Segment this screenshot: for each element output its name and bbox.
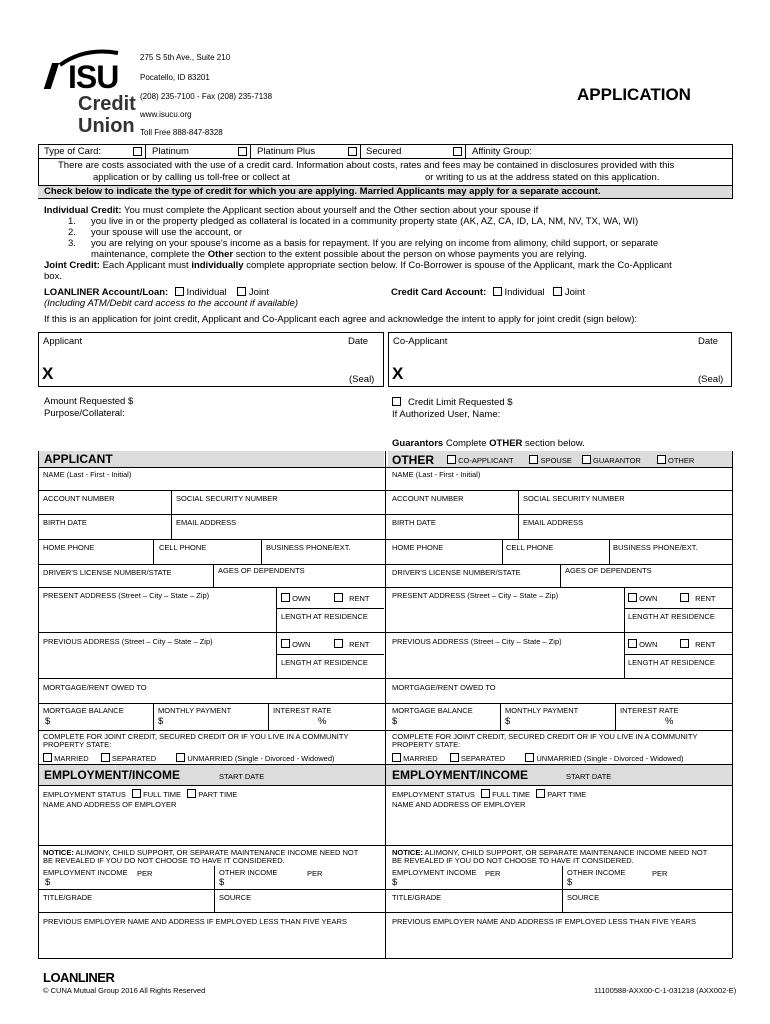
applicant-present-rent-checkbox[interactable] <box>334 593 343 602</box>
applicant-emp-income-dollar: $ <box>45 877 51 888</box>
applicant-present-address-field[interactable]: PRESENT ADDRESS (Street – City – State – Zip) <box>43 591 210 600</box>
other-source-field[interactable]: SOURCE <box>567 893 600 902</box>
applicant-unmarried-checkbox[interactable] <box>176 753 185 762</box>
applicant-dependents-field[interactable]: AGES OF DEPENDENTS <box>218 566 305 575</box>
other-account-field[interactable]: ACCOUNT NUMBER <box>392 494 464 503</box>
individual-credit: Individual Credit: You must complete the Applicant section about yourself and the Other section about your spouse if <box>44 205 539 216</box>
applicant-fulltime-checkbox[interactable] <box>132 789 141 798</box>
isu-logo <box>40 45 136 140</box>
applicant-present-own-checkbox[interactable] <box>281 593 290 602</box>
cc-individual-checkbox[interactable] <box>493 287 502 296</box>
individual-item2: your spouse will use the account, or <box>91 227 243 238</box>
loanliner-joint-checkbox[interactable] <box>237 287 246 296</box>
other-previous-employer-field[interactable]: PREVIOUS EMPLOYER NAME AND ADDRESS IF EMPLOYED LESS THAN FIVE YEARS <box>392 917 696 926</box>
page-title: APPLICATION <box>577 85 691 104</box>
other-cell-phone-field[interactable]: CELL PHONE <box>506 543 554 552</box>
applicant-title-grade-field[interactable]: TITLE/GRADE <box>43 893 93 902</box>
purpose-collateral: Purpose/Collateral: <box>44 408 125 419</box>
other-separated-checkbox[interactable] <box>450 753 459 762</box>
copyright: © CUNA Mutual Group 2016 All Rights Reserved <box>43 986 206 995</box>
amount-requested: Amount Requested $ <box>44 396 134 407</box>
applicant-other-income-per: PER <box>307 869 323 878</box>
joint-sign-text: If this is an application for joint credit, Applicant and Co-Applicant each agree and acknowledge the intent to apply for joint credit (sign below): <box>44 314 638 325</box>
applicant-present-length[interactable]: LENGTH AT RESIDENCE <box>281 612 368 621</box>
applicant-married-checkbox[interactable] <box>43 753 52 762</box>
cc-joint-checkbox[interactable] <box>553 287 562 296</box>
other-options: CO-APPLICANT SPOUSE GUARANTOR OTHER <box>447 455 694 465</box>
other-other-income-dollar: $ <box>567 877 573 888</box>
loanliner-individual-checkbox[interactable] <box>175 287 184 296</box>
other-joint-complete-2: PROPERTY STATE: <box>392 740 461 749</box>
other-heading: OTHER <box>392 453 434 467</box>
other-previous-rent: RENT <box>680 639 716 649</box>
applicant-ssn-field[interactable]: SOCIAL SECURITY NUMBER <box>176 494 278 503</box>
applicant-x: X <box>42 364 54 383</box>
other-previous-length[interactable]: LENGTH AT RESIDENCE <box>628 658 715 667</box>
coapplicant-seal: (Seal) <box>698 374 724 385</box>
applicant-mortgage-owed-field[interactable]: MORTGAGE/RENT OWED TO <box>43 683 147 692</box>
applicant-joint-complete-1: COMPLETE FOR JOINT CREDIT, SECURED CREDIT OR IF YOU LIVE IN A COMMUNITY <box>43 732 349 741</box>
other-marital: MARRIED SEPARATED UNMARRIED (Single - Divorced - Widowed) <box>392 753 684 763</box>
cu-web: www.isucu.org <box>140 110 192 119</box>
secured-label: Secured <box>366 146 402 157</box>
applicant-present-rent: RENT <box>334 593 370 603</box>
card-type-label: Type of Card: <box>44 146 102 157</box>
individual-item1-num: 1. <box>68 216 76 227</box>
cu-address: 275 S 5th Ave., Suite 210 <box>140 53 231 62</box>
other-other-income-per: PER <box>652 869 668 878</box>
applicant-name-field[interactable]: NAME (Last - First - Initial) <box>43 470 132 479</box>
other-joint-complete-1: COMPLETE FOR JOINT CREDIT, SECURED CREDIT OR IF YOU LIVE IN A COMMUNITY <box>392 732 698 741</box>
joint-credit-line2: box. <box>44 271 62 282</box>
applicant-separated-checkbox[interactable] <box>101 753 110 762</box>
applicant-account-field[interactable]: ACCOUNT NUMBER <box>43 494 115 503</box>
applicant-signature-box[interactable] <box>38 332 384 387</box>
other-previous-address-field[interactable]: PREVIOUS ADDRESS (Street – City – State – Zip) <box>392 637 562 646</box>
applicant-date-label: Date <box>348 336 369 347</box>
disclosure-line2a: application or by calling us toll-free or collect at <box>93 172 290 183</box>
other-previous-own: OWN <box>628 639 657 649</box>
cu-city: Pocatello, ID 83201 <box>140 73 210 82</box>
other-interest-rate-field[interactable]: INTEREST RATE <box>620 706 679 715</box>
individual-item2-num: 2. <box>68 227 76 238</box>
other-present-rent-checkbox[interactable] <box>680 593 689 602</box>
credit-limit-requested: Credit Limit Requested $ <box>408 397 513 408</box>
loanliner-logo: LOANLINER <box>43 970 115 985</box>
applicant-seal: (Seal) <box>349 374 375 385</box>
other-notice-2: BE REVEALED IF YOU DO NOT CHOOSE TO HAVE IT CONSIDERED. <box>392 856 634 865</box>
other-interest-percent: % <box>665 716 674 727</box>
logo-credit: Credit <box>78 93 136 115</box>
applicant-email-field[interactable]: EMAIL ADDRESS <box>176 518 237 527</box>
other-present-length[interactable]: LENGTH AT RESIDENCE <box>628 612 715 621</box>
other-parttime-checkbox[interactable] <box>536 789 545 798</box>
logo-isu: ISU <box>68 59 119 95</box>
credit-card-account: Credit Card Account: Individual Joint <box>391 287 585 298</box>
other-birth-field[interactable]: BIRTH DATE <box>392 518 436 527</box>
other-employment-heading: EMPLOYMENT/INCOME <box>392 768 529 782</box>
authorized-user: If Authorized User, Name: <box>392 409 501 420</box>
applicant-emp-income-per: PER <box>137 869 153 878</box>
other-unmarried-checkbox[interactable] <box>525 753 534 762</box>
other-monthly-payment-field[interactable]: MONTHLY PAYMENT <box>505 706 579 715</box>
other-fulltime-checkbox[interactable] <box>481 789 490 798</box>
other-present-address-field[interactable]: PRESENT ADDRESS (Street – City – State – Zip) <box>392 591 559 600</box>
other-license-field[interactable]: DRIVER'S LICENSE NUMBER/STATE <box>392 568 521 577</box>
loanliner-account: LOANLINER Account/Loan: Individual Joint <box>44 287 269 298</box>
other-emp-income-field[interactable]: EMPLOYMENT INCOME <box>392 868 477 877</box>
applicant-source-field[interactable]: SOURCE <box>219 893 252 902</box>
applicant-business-phone-field[interactable]: BUSINESS PHONE/EXT. <box>266 543 351 552</box>
applicant-emp-income-field[interactable]: EMPLOYMENT INCOME <box>43 868 128 877</box>
platinum-checkbox[interactable] <box>133 147 142 156</box>
other-emp-income-dollar: $ <box>392 877 398 888</box>
applicant-notice: NOTICE: ALIMONY, CHILD SUPPORT, OR SEPARATE MAINTENANCE INCOME NEED NOT <box>43 848 359 857</box>
other-start-date[interactable]: START DATE <box>566 772 612 781</box>
applicant-previous-length[interactable]: LENGTH AT RESIDENCE <box>281 658 368 667</box>
credit-limit-checkbox[interactable] <box>392 397 401 406</box>
other-mortgage-balance-field[interactable]: MORTGAGE BALANCE <box>392 706 473 715</box>
applicant-employer-field[interactable]: NAME AND ADDRESS OF EMPLOYER <box>43 800 177 809</box>
applicant-sign-label: Applicant <box>43 336 83 347</box>
applicant-other-income-dollar: $ <box>219 877 225 888</box>
platinum-plus-checkbox[interactable] <box>238 147 247 156</box>
applicant-marital: MARRIED SEPARATED UNMARRIED (Single - Divorced - Widowed) <box>43 753 335 763</box>
platinum-plus-label: Platinum Plus <box>257 146 316 157</box>
applicant-mortgage-balance-field[interactable]: MORTGAGE BALANCE <box>43 706 124 715</box>
other-employer-field[interactable]: NAME AND ADDRESS OF EMPLOYER <box>392 800 526 809</box>
applicant-previous-employer-field[interactable]: PREVIOUS EMPLOYER NAME AND ADDRESS IF EMPLOYED LESS THAN FIVE YEARS <box>43 917 347 926</box>
check-banner: Check below to indicate the type of credit for which you are applying. Married Applicants may apply for a separate account. <box>44 186 601 197</box>
spouse-checkbox[interactable] <box>529 455 538 464</box>
disclosure-line2b: or writing to us at the address stated on this application. <box>425 172 660 183</box>
applicant-interest-rate-field[interactable]: INTEREST RATE <box>273 706 332 715</box>
other-present-own: OWN <box>628 593 657 603</box>
applicant-cell-phone-field[interactable]: CELL PHONE <box>159 543 207 552</box>
applicant-joint-complete-2: PROPERTY STATE: <box>43 740 112 749</box>
secured-checkbox[interactable] <box>348 147 357 156</box>
other-email-field[interactable]: EMAIL ADDRESS <box>523 518 584 527</box>
applicant-employment-heading: EMPLOYMENT/INCOME <box>44 768 181 782</box>
guarantor-checkbox[interactable] <box>582 455 591 464</box>
applicant-previous-own-checkbox[interactable] <box>281 639 290 648</box>
applicant-previous-rent: RENT <box>334 639 370 649</box>
logo-union: Union <box>78 115 135 137</box>
applicant-previous-address-field[interactable]: PREVIOUS ADDRESS (Street – City – State – Zip) <box>43 637 213 646</box>
other-previous-rent-checkbox[interactable] <box>680 639 689 648</box>
individual-item3-num: 3. <box>68 238 76 249</box>
other-married-checkbox[interactable] <box>392 753 401 762</box>
individual-item3b: maintenance, complete the Other section to the extent possible about the person on whose payments you are relying. <box>91 249 587 260</box>
applicant-notice-2: BE REVEALED IF YOU DO NOT CHOOSE TO HAVE IT CONSIDERED. <box>43 856 285 865</box>
applicant-birth-field[interactable]: BIRTH DATE <box>43 518 87 527</box>
joint-credit: Joint Credit: Each Applicant must individually complete appropriate section below. If Co-Borrower is spouse of the Applicant, mark the Co-Applicant <box>44 260 672 271</box>
applicant-payment-dollar: $ <box>158 716 164 727</box>
platinum-label: Platinum <box>152 146 189 157</box>
applicant-interest-percent: % <box>318 716 327 727</box>
other-present-rent: RENT <box>680 593 716 603</box>
affinity-checkbox[interactable] <box>453 147 462 156</box>
applicant-emp-status: EMPLOYMENT STATUS FULL TIME PART TIME <box>43 790 238 799</box>
affinity-label: Affinity Group: <box>472 146 533 157</box>
coapplicant-date-label: Date <box>698 336 719 347</box>
other-other-income-field[interactable]: OTHER INCOME <box>567 868 626 877</box>
co-applicant-checkbox[interactable] <box>447 455 456 464</box>
other-payment-dollar: $ <box>505 716 511 727</box>
other-checkbox[interactable] <box>657 455 666 464</box>
other-title-grade-field[interactable]: TITLE/GRADE <box>392 893 442 902</box>
coapplicant-x: X <box>392 364 404 383</box>
applicant-heading: APPLICANT <box>44 452 113 466</box>
applicant-parttime-checkbox[interactable] <box>187 789 196 798</box>
other-mortgage-owed-field[interactable]: MORTGAGE/RENT OWED TO <box>392 683 496 692</box>
other-present-own-checkbox[interactable] <box>628 593 637 602</box>
applicant-monthly-payment-field[interactable]: MONTHLY PAYMENT <box>158 706 232 715</box>
coapplicant-sign-label: Co-Applicant <box>393 336 448 347</box>
loanliner-note: (Including ATM/Debit card access to the account if available) <box>44 298 298 309</box>
individual-item1: you live in or the property pledged as collateral is located in a community property state (AK, AZ, CA, ID, LA, NM, NV, TX, WA, WI) <box>91 216 639 227</box>
individual-item3a: you are relying on your spouse's income as a basis for repayment. If you are relying on income from alimony, child support, or separate <box>91 238 659 249</box>
other-balance-dollar: $ <box>392 716 398 727</box>
other-business-phone-field[interactable]: BUSINESS PHONE/EXT. <box>613 543 698 552</box>
guarantors-note: Guarantors Complete OTHER section below. <box>392 438 585 449</box>
other-ssn-field[interactable]: SOCIAL SECURITY NUMBER <box>523 494 625 503</box>
applicant-home-phone-field[interactable]: HOME PHONE <box>43 543 95 552</box>
applicant-balance-dollar: $ <box>45 716 51 727</box>
other-emp-status: EMPLOYMENT STATUS FULL TIME PART TIME <box>392 790 587 799</box>
applicant-license-field[interactable]: DRIVER'S LICENSE NUMBER/STATE <box>43 568 172 577</box>
other-previous-own-checkbox[interactable] <box>628 639 637 648</box>
applicant-present-own: OWN <box>281 593 310 603</box>
other-dependents-field[interactable]: AGES OF DEPENDENTS <box>565 566 652 575</box>
applicant-previous-own: OWN <box>281 639 310 649</box>
cu-tollfree: Toll Free 888-847-8328 <box>140 128 223 137</box>
cu-phone: (208) 235-7100 - Fax (208) 235-7138 <box>140 92 273 101</box>
disclosure-line1: There are costs associated with the use of a credit card. Information about costs, rates and fees may be contained in disclosures provided with this <box>58 160 675 171</box>
other-home-phone-field[interactable]: HOME PHONE <box>392 543 444 552</box>
other-notice: NOTICE: ALIMONY, CHILD SUPPORT, OR SEPARATE MAINTENANCE INCOME NEED NOT <box>392 848 708 857</box>
other-name-field[interactable]: NAME (Last - First - Initial) <box>392 470 481 479</box>
form-code: 11100588-AXX00-C-1-031218 (AXX002-E) <box>594 986 737 995</box>
other-emp-income-per: PER <box>485 869 501 878</box>
applicant-start-date[interactable]: START DATE <box>219 772 265 781</box>
applicant-previous-rent-checkbox[interactable] <box>334 639 343 648</box>
applicant-other-income-field[interactable]: OTHER INCOME <box>219 868 278 877</box>
